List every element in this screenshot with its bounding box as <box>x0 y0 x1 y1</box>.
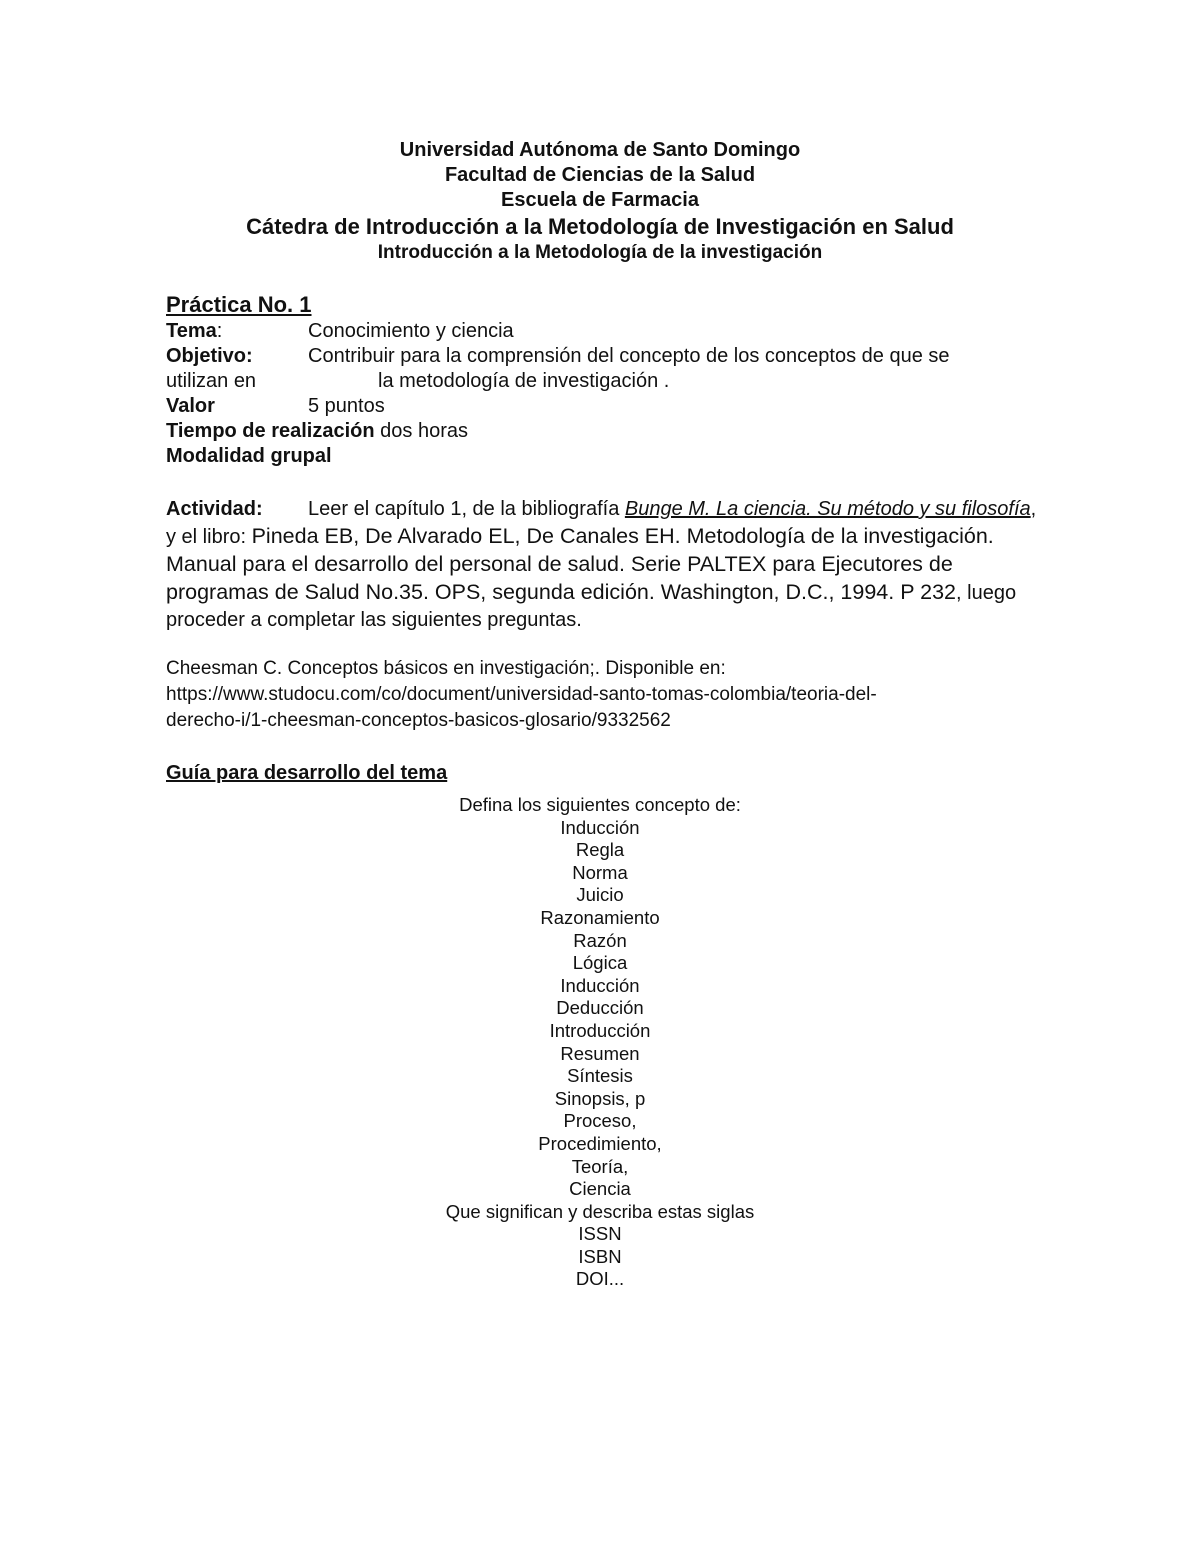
list-item: Razonamiento <box>540 906 660 928</box>
list-item: Resumen <box>560 1042 640 1064</box>
list-item: Sinopsis, p <box>554 1087 646 1109</box>
list-item: DOI... <box>575 1268 625 1290</box>
cheesman-reference <box>166 656 1046 734</box>
list-item: Que significan y describa estas siglas <box>445 1200 755 1222</box>
concept-list <box>0 794 1200 1291</box>
cheesman-url-line-1: https://www.studocu.com/co/document/universidad-santo-tomas-colombia/teoria-del- <box>166 684 877 705</box>
document-header <box>0 138 1200 266</box>
list-item: Juicio <box>576 884 624 906</box>
list-item: ISBN <box>578 1245 622 1267</box>
list-item: Lógica <box>572 952 628 974</box>
list-item: Ciencia <box>569 1178 631 1200</box>
valor-row <box>166 394 1046 419</box>
tema-row <box>166 319 1046 344</box>
faculty-name: Facultad de Ciencias de la Salud <box>444 164 756 186</box>
tiempo-value: dos horas <box>380 420 468 442</box>
list-item: Proceso, <box>563 1110 637 1132</box>
tiempo-label: Tiempo de realización <box>166 420 375 442</box>
list-item: Introducción <box>549 1019 651 1041</box>
list-item: Procedimiento, <box>538 1132 662 1154</box>
cheesman-line-1: Cheesman C. Conceptos básicos en investigación;. Disponible en: <box>166 658 726 679</box>
valor-label: Valor <box>166 395 215 417</box>
guide-title: Guía para desarrollo del tema <box>166 762 448 784</box>
tiempo-row <box>166 419 1046 444</box>
list-item: Defina los siguientes concepto de: <box>459 794 741 815</box>
objetivo-label: Objetivo: <box>166 345 253 367</box>
list-item: Teoría, <box>571 1155 629 1177</box>
tema-separator: : <box>216 320 223 342</box>
activity-paragraph <box>166 496 1046 634</box>
university-name: Universidad Autónoma de Santo Domingo <box>399 139 801 161</box>
objetivo-row <box>166 344 1046 369</box>
tema-label: Tema <box>166 320 217 342</box>
activity-label: Actividad: <box>166 498 263 520</box>
bunge-reference: Bunge M. La ciencia. Su método y su filosofía <box>624 498 1031 520</box>
list-item: Inducción <box>560 816 640 838</box>
list-item: Regla <box>575 839 625 861</box>
objetivo-continuation <box>166 369 1046 394</box>
list-item: Razón <box>573 929 627 951</box>
activity-mid: , y el libro: <box>166 498 1037 548</box>
objetivo-cont-a: utilizan en <box>166 370 257 392</box>
modalidad-row: Modalidad grupal <box>166 445 332 467</box>
practice-title: Práctica No. 1 <box>166 292 312 317</box>
activity-intro: Leer el capítulo 1, de la bibliografía <box>308 498 625 520</box>
tema-value: Conocimiento y ciencia <box>308 320 514 342</box>
chair-title: Cátedra de Introducción a la Metodología de Investigación en Salud <box>246 214 954 239</box>
cheesman-url-line-2: derecho-i/1-cheesman-conceptos-basicos-glosario/9332562 <box>166 710 671 731</box>
school-name: Escuela de Farmacia <box>501 189 699 211</box>
activity-end: , luego proceder a completar las siguientes preguntas. <box>166 582 1017 631</box>
objetivo-cont-b: la metodología de investigación . <box>378 370 670 392</box>
list-item: ISSN <box>578 1223 622 1245</box>
valor-value: 5 puntos <box>308 395 385 417</box>
document-body <box>166 291 1046 786</box>
list-item: Norma <box>572 861 628 883</box>
list-item: Síntesis <box>567 1065 633 1087</box>
objetivo-value: Contribuir para la comprensión del concepto de los conceptos de que se <box>308 345 950 367</box>
course-title: Introducción a la Metodología de la investigación <box>377 242 823 263</box>
list-item: Deducción <box>556 997 644 1019</box>
pineda-reference: Pineda EB, De Alvarado EL, De Canales EH. Metodología de la investigación. Manual para el desarrollo del personal de salud. Serie PALTEX para Ejecutores de programas de Salud No.35. OPS, segunda edición. Washington, D.C., 1994. P 232 <box>166 524 994 604</box>
list-item: Inducción <box>560 974 640 996</box>
